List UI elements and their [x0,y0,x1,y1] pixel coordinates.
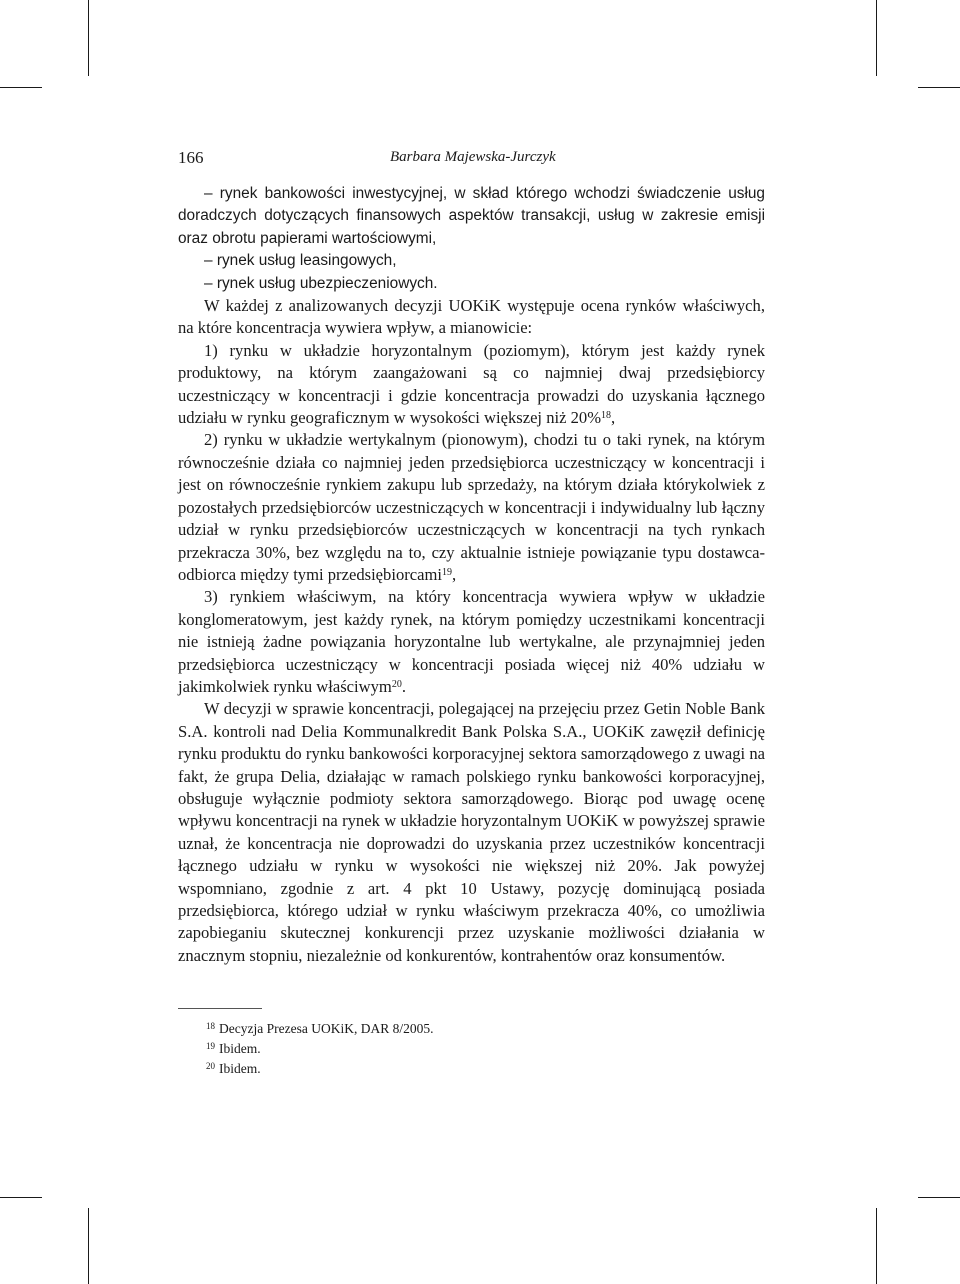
crop-mark [0,1197,42,1198]
crop-mark [918,87,960,88]
numbered-item [178,586,765,698]
crop-mark [876,0,877,76]
numbered-item [178,429,765,586]
item-punct: . [401,676,406,696]
item-text: 3) rynkiem właściwym, na który koncentracja wywiera wpływ w układzie konglomeratowym, jest każdy rynek, na którym pomiędzy uczestnikami koncentracji nie istnieją żadne powiązania horyzontalne lub wertykalne, ale przynajmniej jeden przedsiębiorca uczestniczący w koncentracji posiada więcej niż 40% udziału w jakimkolwiek rynku właściwym [178,587,765,696]
crop-mark [918,1197,960,1198]
crop-mark [88,0,89,76]
footnote-ref: 20 [391,678,402,690]
paragraph: W decyzji w sprawie koncentracji, polegającej na przejęciu przez Getin Noble Bank S.A. kontroli nad Delia Kommunalkredit Bank Polska S.A., UOKiK zawęził definicję rynku produktu do rynku bankowości korporacyjnej sektora samorządowego z uwagi na fakt, że grupa Delia, działając w ramach polskiego rynku bankowości korporacyjnej, obsługuje wyłącznie podmioty sektora samorządowego. Biorąc pod uwagę ocenę wpływu koncentracji na rynek w układzie horyzontalnym UOKiK w powyższej sprawie uznał, że koncentracja nie doprowadzi do uzyskania przez uczestników koncentracji łącznego udziału w rynku w wysokości nie większej niż 20%. Jak powyżej wspomniano, zgodnie z art. 4 pkt 10 Ustawy, pozycję dominującą posiada przedsiębiorca, którego udział w rynku właściwym przekracza 40%, co umożliwia zapobieganiu skutecznej konkurencji przez uzyskanie możliwości działania w znacznym stopniu, niezależnie od konkurentów, kontrahentów oraz konsumentów. [178,699,765,965]
footnote-text: Ibidem. [219,1061,261,1076]
list-item: – rynek usług ubezpieczeniowych. [204,274,438,292]
crop-mark [0,87,42,88]
footnote [206,1019,433,1039]
paragraph: W każdej z analizowanych decyzji UOKiK występuje ocena rynków właściwych, na które koncentracja wywiera wpływ, a mianowicie: [178,296,765,338]
footnote-separator [178,1008,262,1009]
footnote-number: 19 [206,1041,215,1051]
page-number: 166 [178,148,204,167]
body-text [178,183,765,967]
footnote-text: Decyzja Prezesa UOKiK, DAR 8/2005. [219,1021,434,1036]
footnote-number: 20 [206,1061,215,1071]
footnotes [206,1019,433,1079]
footnote-ref: 19 [442,566,453,578]
crop-mark [88,1208,89,1284]
item-punct: , [611,408,616,428]
item-text: 1) rynku w układzie horyzontalnym (poziomym), którym jest każdy rynek produktowy, na którym zaangażowani są co najmniej dwaj przedsiębiorcy uczestniczący w koncentracji i gdzie koncentracja prowadzi do uzyskania łącznego udziału w rynku geograficznym w wysokości większej niż 20% [178,340,765,428]
page-header [178,148,764,172]
numbered-item [178,340,765,430]
list-item: – rynek usług leasingowych, [204,252,397,270]
list-item: – rynek bankowości inwestycyjnej, w skład którego wchodzi świadczenie usług doradczych dotyczących finansowych aspektów transakcji, usług w zakresie emisji oraz obrotu papierami wartościowymi, [178,185,765,247]
item-punct: , [452,564,457,584]
crop-mark [876,1208,877,1284]
footnote-ref: 18 [601,410,612,422]
footnote [206,1059,433,1079]
footnote-text: Ibidem. [219,1041,261,1056]
item-text: 2) rynku w układzie wertykalnym (pionowym), chodzi tu o taki rynek, na którym równocześnie działa co najmniej jeden przedsiębiorca uczestniczący w koncentracji i jest on równocześnie rynkiem zakupu lub sprzedaży, na którym działa którykolwiek z pozostałych przedsiębiorców uczestniczących w koncentracji i indywidualny lub łączny udział w rynku przedsiębiorców uczestniczących w koncentracji na tych rynkach przekracza 30%, bez względu na to, czy aktualnie istnieje powiązanie typu dostawca-odbiorca między tymi przedsiębiorcami [178,430,765,584]
footnote [206,1039,433,1059]
footnote-number: 18 [206,1021,215,1031]
running-head: Barbara Majewska-Jurczyk [390,149,556,165]
